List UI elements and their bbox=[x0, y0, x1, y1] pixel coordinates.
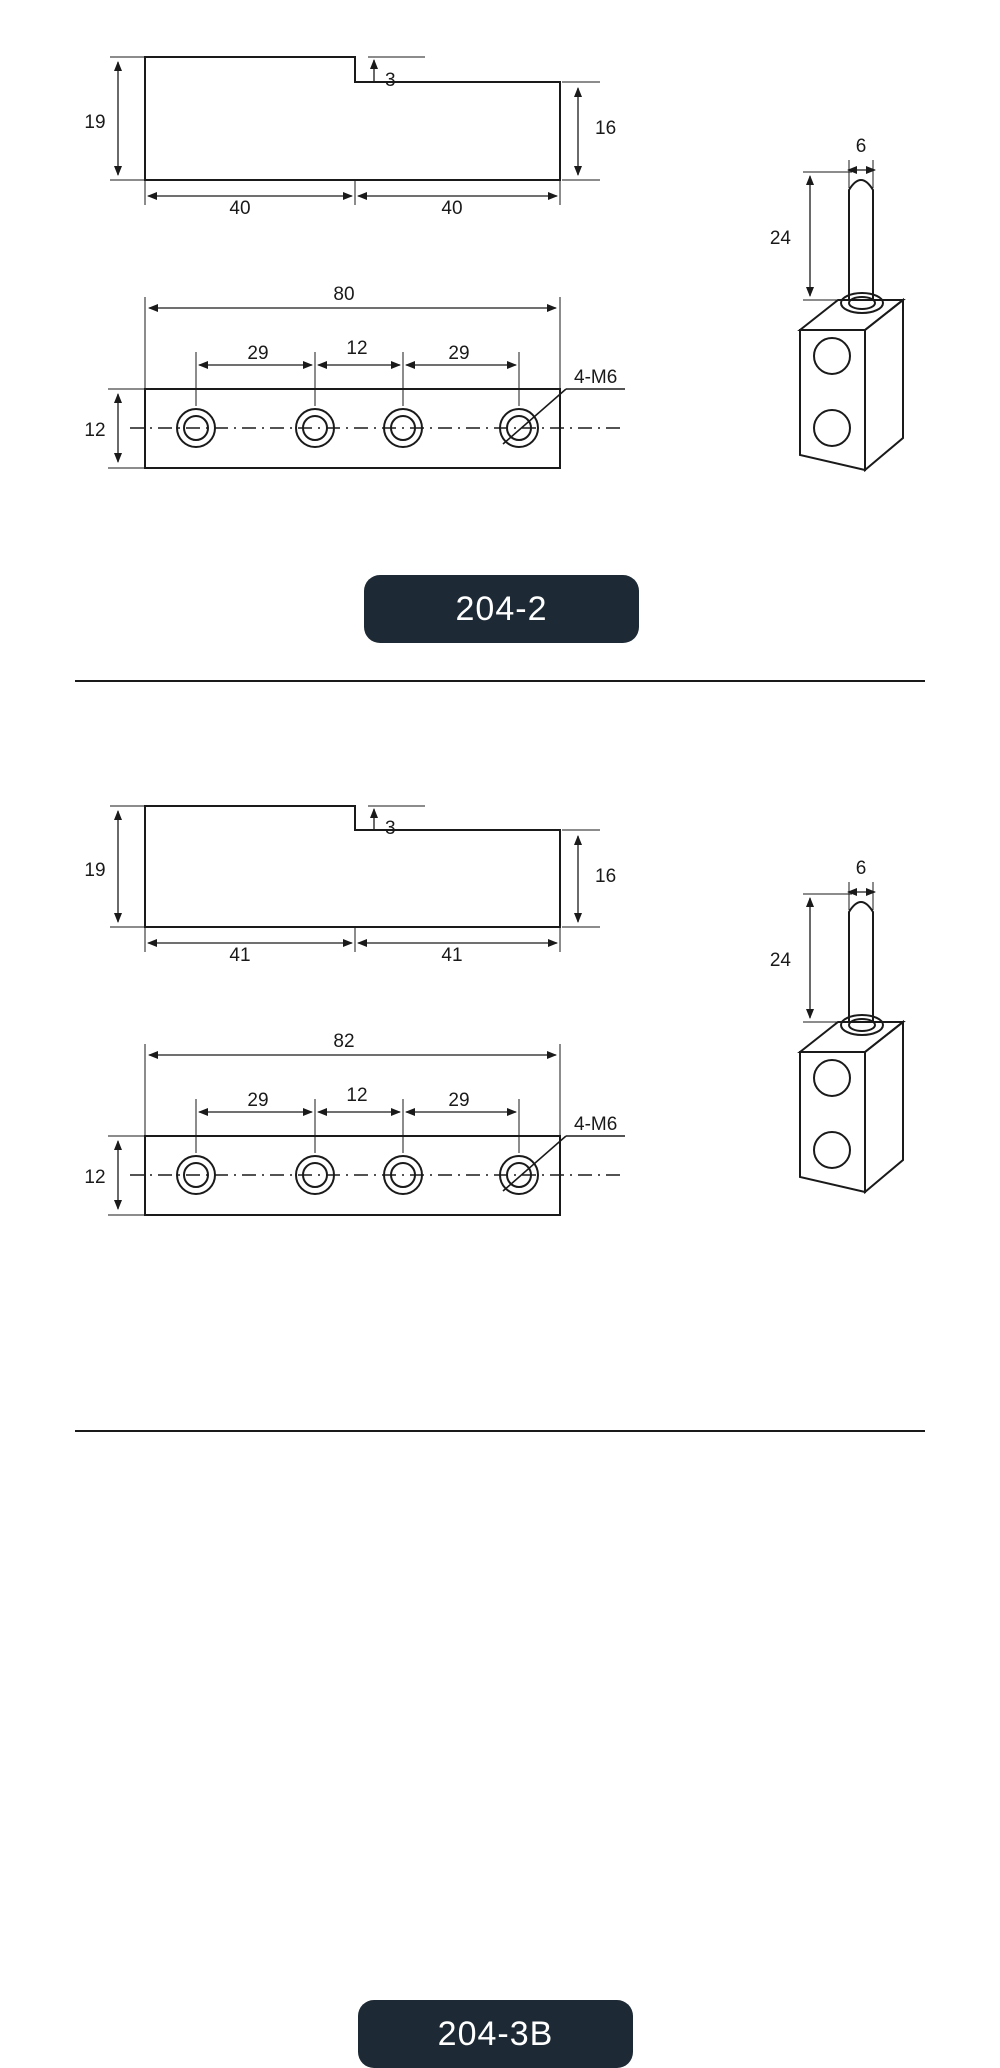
front-width-left-label-204-2: 40 bbox=[229, 198, 251, 219]
pin-diameter-label-204-2: 6 bbox=[855, 136, 867, 157]
front-step-label-204-2: 3 bbox=[385, 70, 396, 91]
dimension-hole-spacings-204-2 bbox=[196, 352, 519, 406]
hole-span-1-label-204-2: 29 bbox=[247, 343, 269, 364]
section-divider-bottom bbox=[75, 1430, 925, 1432]
pin-diameter-label-204-3b: 6 bbox=[855, 858, 867, 879]
dimension-height-left-204-3b bbox=[110, 806, 147, 927]
hole-span-1-label-204-3b: 29 bbox=[247, 1090, 269, 1111]
front-view-outline-204-2 bbox=[145, 57, 560, 180]
hole-span-2-label-204-2: 12 bbox=[346, 338, 368, 359]
pin-height-label-204-3b: 24 bbox=[769, 950, 791, 971]
dimension-pin-diameter-204-2 bbox=[848, 160, 875, 188]
front-view-outline-204-3b bbox=[145, 806, 560, 927]
model-label-204-2: 204-2 bbox=[364, 575, 639, 643]
dimension-step-204-3b bbox=[368, 806, 425, 830]
plate-width-label-204-2: 12 bbox=[84, 420, 106, 441]
front-step-label-204-3b: 3 bbox=[385, 818, 396, 839]
front-width-left-label-204-3b: 41 bbox=[229, 945, 251, 966]
drawing-block-204-2 bbox=[0, 0, 1000, 680]
dimension-pin-height-204-2 bbox=[803, 172, 852, 300]
dimension-hole-spacings-204-3b bbox=[196, 1099, 519, 1153]
hole-span-2-label-204-3b: 12 bbox=[346, 1085, 368, 1106]
front-width-right-label-204-3b: 41 bbox=[441, 945, 463, 966]
plate-width-label-204-3b: 12 bbox=[84, 1167, 106, 1188]
model-label-204-3b: 204-3B bbox=[358, 2000, 633, 2068]
dimension-pin-diameter-204-3b bbox=[848, 882, 875, 910]
front-height-left-label-204-3b: 19 bbox=[84, 860, 106, 881]
dimension-pin-height-204-3b bbox=[803, 894, 852, 1022]
front-height-right-label-204-3b: 16 bbox=[595, 866, 617, 887]
hole-callout-label-204-2: 4-M6 bbox=[574, 367, 618, 388]
front-height-right-label-204-2: 16 bbox=[595, 118, 617, 139]
top-overall-label-204-2: 80 bbox=[333, 284, 355, 305]
hole-span-3-label-204-3b: 29 bbox=[448, 1090, 470, 1111]
iso-view-204-2 bbox=[800, 180, 903, 470]
hole-span-3-label-204-2: 29 bbox=[448, 343, 470, 364]
top-overall-label-204-3b: 82 bbox=[333, 1031, 355, 1052]
diagram-svg-204-3b bbox=[0, 680, 1000, 1460]
dimension-step-204-2 bbox=[368, 57, 425, 82]
iso-view-204-3b bbox=[800, 902, 903, 1192]
front-width-right-label-204-2: 40 bbox=[441, 198, 463, 219]
front-height-left-label-204-2: 19 bbox=[84, 112, 106, 133]
pin-height-label-204-2: 24 bbox=[769, 228, 791, 249]
dimension-height-left-204-2 bbox=[110, 57, 147, 180]
drawing-block-204-3b bbox=[0, 680, 1000, 2053]
hole-callout-label-204-3b: 4-M6 bbox=[574, 1114, 618, 1135]
